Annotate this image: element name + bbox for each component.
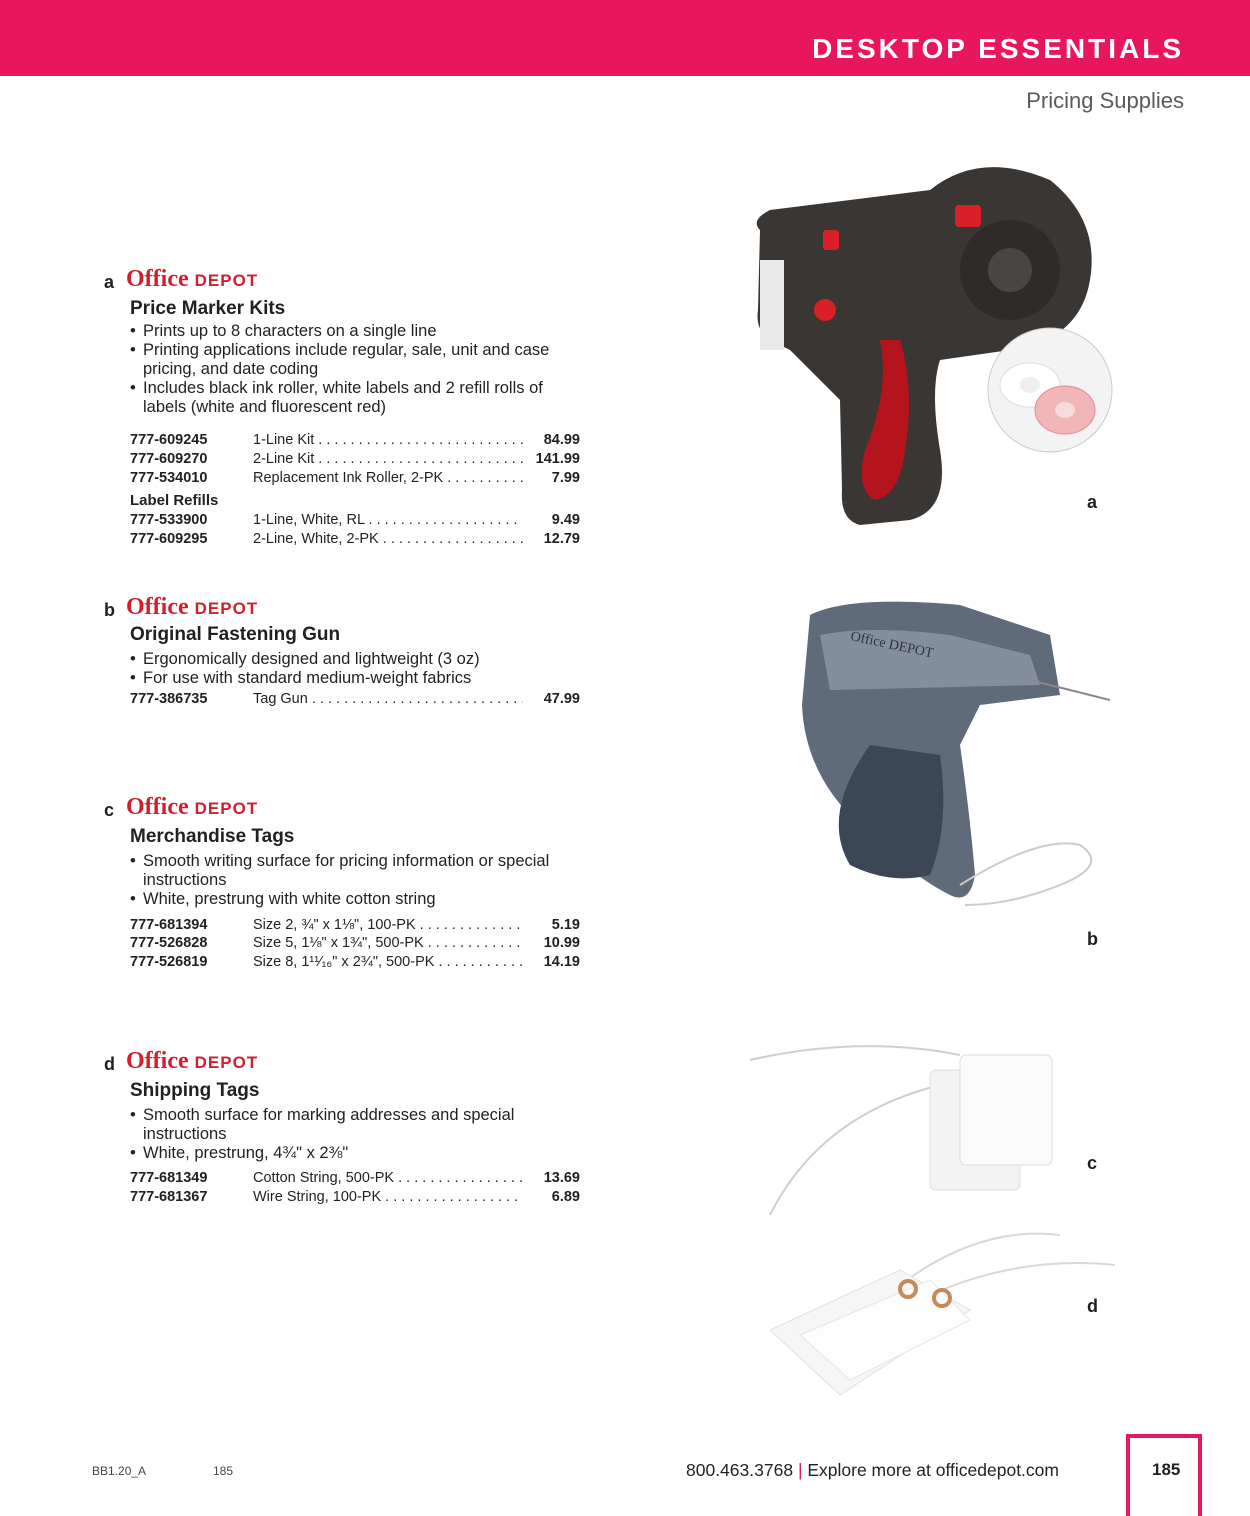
sku-row: [130, 432, 580, 452]
sku-price: 13.69: [540, 1170, 580, 1186]
sku-description: 2-Line, White, 2-PK . . .: [253, 531, 523, 547]
phone-number: 800.463.3768: [686, 1460, 794, 1480]
sku-price: 14.19: [540, 954, 580, 970]
catalog-code: BB1.20_A: [92, 1464, 147, 1478]
brand-depot: DEPOT: [194, 271, 259, 290]
sku-description: 1-Line, White, RL . . .: [253, 512, 523, 528]
sku-description: Cotton String, 500-PK . . .: [253, 1170, 523, 1186]
product-bullets: [130, 1106, 570, 1163]
bullet-item: • Prints up to 8 characters on a single line: [130, 322, 570, 341]
sku-number: 777-526819: [130, 954, 208, 970]
sku-description: Size 5, 1⅛" x 1¾", 500-PK . . .: [253, 935, 523, 951]
sku-row: [130, 1189, 580, 1209]
catalog-code-page: 185: [213, 1464, 234, 1478]
sku-row: [130, 954, 580, 974]
price-marker-gun-image: [730, 150, 1130, 540]
sku-price: 12.79: [540, 531, 580, 547]
sku-description: Replacement Ink Roller, 2-PK . . .: [253, 470, 523, 486]
tag-gun-brand-text: Office DEPOT: [849, 629, 935, 662]
sku-row: [130, 451, 580, 471]
tag-gun-image: [790, 585, 1110, 935]
product-bullets: [130, 322, 570, 417]
sku-row: [130, 470, 580, 490]
sku-price: 5.19: [548, 917, 580, 933]
product-title: Price Marker Kits: [130, 298, 286, 319]
footer-separator: |: [797, 1460, 803, 1480]
sku-description: 1-Line Kit . . .: [253, 432, 523, 448]
sku-number: 777-681349: [130, 1170, 208, 1186]
image-callout-c: c: [1087, 1153, 1098, 1173]
sku-number: 777-533900: [130, 512, 208, 528]
footer-contact: [686, 1460, 1059, 1481]
bullet-item: • Smooth writing surface for pricing information or special instructions: [130, 852, 570, 890]
sku-number: 777-534010: [130, 470, 208, 486]
brand-depot: DEPOT: [194, 599, 259, 618]
bullet-item: • Ergonomically designed and lightweight (3 oz): [130, 650, 570, 669]
brand-logo: [126, 266, 258, 293]
sub-heading: Label Refills: [130, 492, 219, 509]
product-title: Original Fastening Gun: [130, 624, 341, 645]
sku-price: 9.49: [548, 512, 580, 528]
sku-number: 777-681394: [130, 917, 208, 933]
merchandise-tags-image: [740, 1025, 1080, 1235]
sku-row: [130, 917, 580, 937]
sku-row: [130, 1170, 580, 1190]
sku-price: 10.99: [540, 935, 580, 951]
sku-price: 141.99: [532, 451, 580, 467]
bullet-item: • For use with standard medium-weight fabrics: [130, 669, 570, 688]
sku-description: Wire String, 100-PK . . .: [253, 1189, 523, 1205]
brand-office: Office: [126, 794, 189, 820]
brand-office: Office: [126, 266, 189, 292]
brand-office: Office: [126, 594, 189, 620]
sku-price: 47.99: [540, 691, 580, 707]
product-letter: c: [104, 800, 115, 820]
sku-row: [130, 935, 580, 955]
sku-description: Tag Gun . . .: [253, 691, 523, 707]
product-letter: b: [104, 600, 115, 620]
sku-price: 84.99: [540, 432, 580, 448]
bullet-item: • Smooth surface for marking addresses and special instructions: [130, 1106, 570, 1144]
sku-number: 777-681367: [130, 1189, 208, 1205]
brand-logo: [126, 1048, 258, 1075]
image-callout-d: d: [1087, 1296, 1098, 1316]
sku-description: Size 8, 1¹¹⁄₁₆" x 2¾", 500-PK . . .: [253, 954, 523, 970]
brand-depot: DEPOT: [194, 799, 259, 818]
sku-number: 777-609270: [130, 451, 208, 467]
product-title: Shipping Tags: [130, 1080, 260, 1101]
bullet-item: • Printing applications include regular, sale, unit and case pricing, and date coding: [130, 341, 570, 379]
product-letter: d: [104, 1054, 115, 1074]
product-bullets: [130, 852, 570, 909]
sku-row: [130, 512, 580, 532]
section-title: DESKTOP ESSENTIALS: [812, 33, 1184, 64]
image-callout-b: b: [1087, 929, 1098, 949]
product-title: Merchandise Tags: [130, 826, 295, 847]
subsection-title: Pricing Supplies: [1026, 88, 1184, 113]
sku-row: [130, 531, 580, 551]
product-letter: a: [104, 272, 115, 292]
image-callout-a: a: [1087, 492, 1098, 512]
sku-number: 777-609295: [130, 531, 208, 547]
sku-price: 6.89: [548, 1189, 580, 1205]
shipping-tags-image: [760, 1225, 1120, 1405]
sku-number: 777-609245: [130, 432, 208, 448]
product-bullets: [130, 650, 570, 688]
page-number: 185: [1152, 1460, 1181, 1479]
bullet-item: • Includes black ink roller, white labels and 2 refill rolls of labels (white and fluorescent red): [130, 379, 570, 417]
brand-logo: [126, 794, 258, 821]
sku-description: Size 2, ¾" x 1⅛", 100-PK . . .: [253, 917, 523, 933]
sku-row: [130, 691, 580, 711]
sku-price: 7.99: [548, 470, 580, 486]
brand-office: Office: [126, 1048, 189, 1074]
bullet-item: • White, prestrung, 4¾" x 2⅜": [130, 1144, 570, 1163]
sku-description: 2-Line Kit . . .: [253, 451, 523, 467]
sku-number: 777-526828: [130, 935, 208, 951]
explore-link[interactable]: Explore more at officedepot.com: [807, 1460, 1059, 1480]
sku-number: 777-386735: [130, 691, 208, 707]
brand-depot: DEPOT: [194, 1053, 259, 1072]
bullet-item: • White, prestrung with white cotton string: [130, 890, 570, 909]
brand-logo: [126, 594, 258, 621]
